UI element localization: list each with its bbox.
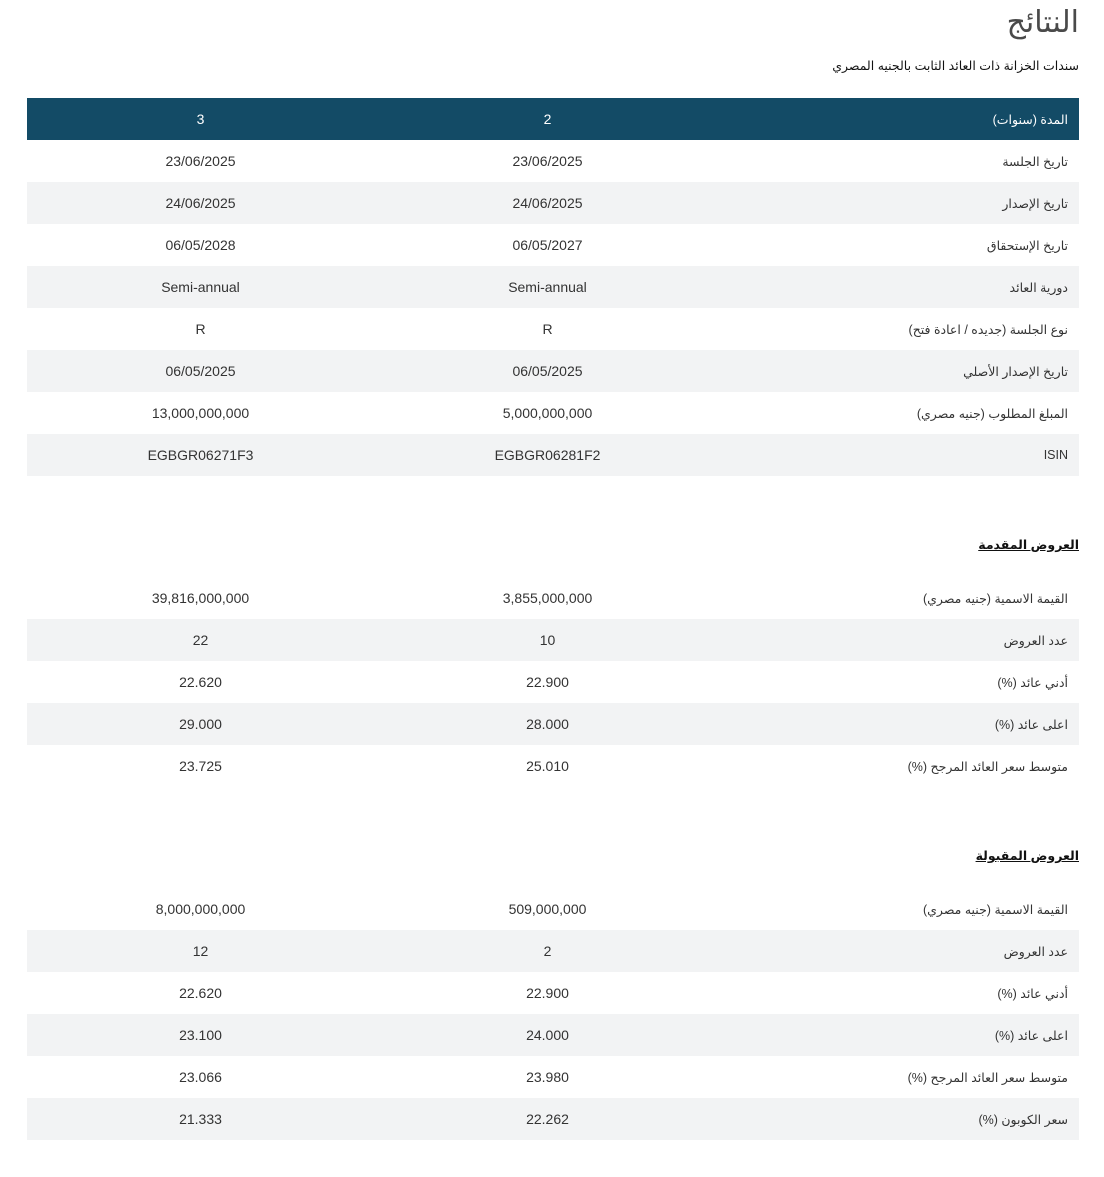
row-value-2yr: Semi-annual bbox=[374, 266, 721, 308]
row-value-3yr: 12 bbox=[27, 930, 374, 972]
accepted-bids-title: العروض المقبولة bbox=[975, 849, 1079, 863]
row-label: القيمة الاسمية (جنيه مصري) bbox=[922, 902, 1068, 917]
row-value-2yr: 3,855,000,000 bbox=[502, 590, 593, 606]
row-label: متوسط سعر العائد المرجح (%) bbox=[907, 1070, 1068, 1085]
row-value-3yr: 22.620 bbox=[179, 985, 222, 1001]
table-row bbox=[27, 224, 1079, 266]
row-value-2yr: 06/05/2025 bbox=[374, 350, 721, 392]
row-value-2yr: 24.000 bbox=[374, 1014, 721, 1056]
table-row bbox=[27, 1056, 1079, 1098]
row-value-3yr: 39,816,000,000 bbox=[151, 590, 250, 606]
row-value-3yr: 23.725 bbox=[179, 758, 222, 774]
table-row bbox=[27, 182, 1079, 224]
row-label: أدني عائد (%) bbox=[997, 675, 1068, 690]
table-row bbox=[27, 392, 1079, 434]
row-value-2yr: 22.262 bbox=[374, 1098, 721, 1140]
row-value-2yr: 2 bbox=[374, 930, 721, 972]
row-value-2yr: 5,000,000,000 bbox=[502, 405, 593, 421]
row-value-2yr: 509,000,000 bbox=[508, 901, 587, 917]
table-header-row bbox=[27, 98, 1079, 140]
row-value-3yr: 24/06/2025 bbox=[27, 182, 374, 224]
results-page bbox=[37, 0, 1079, 1127]
offered-bids-table bbox=[27, 577, 1079, 787]
row-label: نوع الجلسة (جديده / اعادة فتح) bbox=[908, 322, 1068, 337]
row-value-3yr: 22 bbox=[27, 619, 374, 661]
row-label: اعلى عائد (%) bbox=[721, 703, 1079, 745]
row-value-3yr: Semi-annual bbox=[27, 266, 374, 308]
accepted-bids-table bbox=[27, 888, 1079, 1140]
row-label: تاريخ الجلسة bbox=[1002, 154, 1068, 169]
row-value-3yr: 22.620 bbox=[179, 674, 222, 690]
table-row bbox=[27, 1098, 1079, 1140]
header-col-3: 3 bbox=[27, 98, 374, 140]
row-label: متوسط سعر العائد المرجح (%) bbox=[907, 759, 1068, 774]
row-label: المبلغ المطلوب (جنيه مصري) bbox=[916, 406, 1068, 421]
table-row bbox=[27, 434, 1079, 476]
header-col-2: 2 bbox=[374, 98, 721, 140]
table-row bbox=[27, 140, 1079, 182]
table-row bbox=[27, 619, 1079, 661]
table-row bbox=[27, 661, 1079, 703]
table-row bbox=[27, 1014, 1079, 1056]
row-label: القيمة الاسمية (جنيه مصري) bbox=[922, 591, 1068, 606]
offered-bids-title: العروض المقدمة bbox=[978, 538, 1079, 552]
page-title: النتائج bbox=[1006, 6, 1079, 39]
table-row bbox=[27, 703, 1079, 745]
row-value-2yr: 24/06/2025 bbox=[374, 182, 721, 224]
row-value-3yr: 21.333 bbox=[27, 1098, 374, 1140]
row-value-3yr: 23.066 bbox=[179, 1069, 222, 1085]
bond-details-table bbox=[27, 98, 1079, 476]
table-row bbox=[27, 745, 1079, 787]
row-label: دورية العائد bbox=[721, 266, 1079, 308]
row-value-2yr: 22.900 bbox=[526, 674, 569, 690]
row-label: تاريخ الإصدار bbox=[721, 182, 1079, 224]
row-label: تاريخ الإستحقاق bbox=[986, 238, 1068, 253]
table-row bbox=[27, 350, 1079, 392]
row-value-2yr: 23/06/2025 bbox=[512, 153, 583, 169]
row-value-2yr: 22.900 bbox=[526, 985, 569, 1001]
header-label-tenor: المدة (سنوات) bbox=[721, 98, 1079, 140]
row-value-2yr: 28.000 bbox=[374, 703, 721, 745]
row-value-3yr: 23/06/2025 bbox=[165, 153, 236, 169]
row-label: اعلى عائد (%) bbox=[721, 1014, 1079, 1056]
table-row bbox=[27, 266, 1079, 308]
row-value-3yr: 23.100 bbox=[27, 1014, 374, 1056]
row-label: ISIN bbox=[721, 434, 1079, 476]
row-label: عدد العروض bbox=[721, 930, 1079, 972]
table-row bbox=[27, 930, 1079, 972]
row-value-3yr: 29.000 bbox=[27, 703, 374, 745]
row-value-3yr: 06/05/2025 bbox=[27, 350, 374, 392]
table-row bbox=[27, 888, 1079, 930]
row-value-2yr: 23.980 bbox=[526, 1069, 569, 1085]
page-subtitle: سندات الخزانة ذات العائد الثابت بالجنيه المصري bbox=[832, 59, 1079, 73]
row-value-2yr: EGBGR06281F2 bbox=[374, 434, 721, 476]
table-row bbox=[27, 577, 1079, 619]
row-value-2yr: 25.010 bbox=[526, 758, 569, 774]
table-row bbox=[27, 308, 1079, 350]
row-value-3yr: R bbox=[195, 321, 206, 337]
row-value-3yr: 06/05/2028 bbox=[165, 237, 236, 253]
row-value-2yr: 06/05/2027 bbox=[512, 237, 583, 253]
row-value-3yr: 13,000,000,000 bbox=[151, 405, 250, 421]
row-label: تاريخ الإصدار الأصلي bbox=[721, 350, 1079, 392]
row-value-2yr: R bbox=[542, 321, 553, 337]
row-label: عدد العروض bbox=[721, 619, 1079, 661]
table-row bbox=[27, 972, 1079, 1014]
row-value-2yr: 10 bbox=[374, 619, 721, 661]
row-value-3yr: 8,000,000,000 bbox=[155, 901, 246, 917]
row-label: سعر الكوبون (%) bbox=[721, 1098, 1079, 1140]
row-label: أدني عائد (%) bbox=[997, 986, 1068, 1001]
row-value-3yr: EGBGR06271F3 bbox=[27, 434, 374, 476]
